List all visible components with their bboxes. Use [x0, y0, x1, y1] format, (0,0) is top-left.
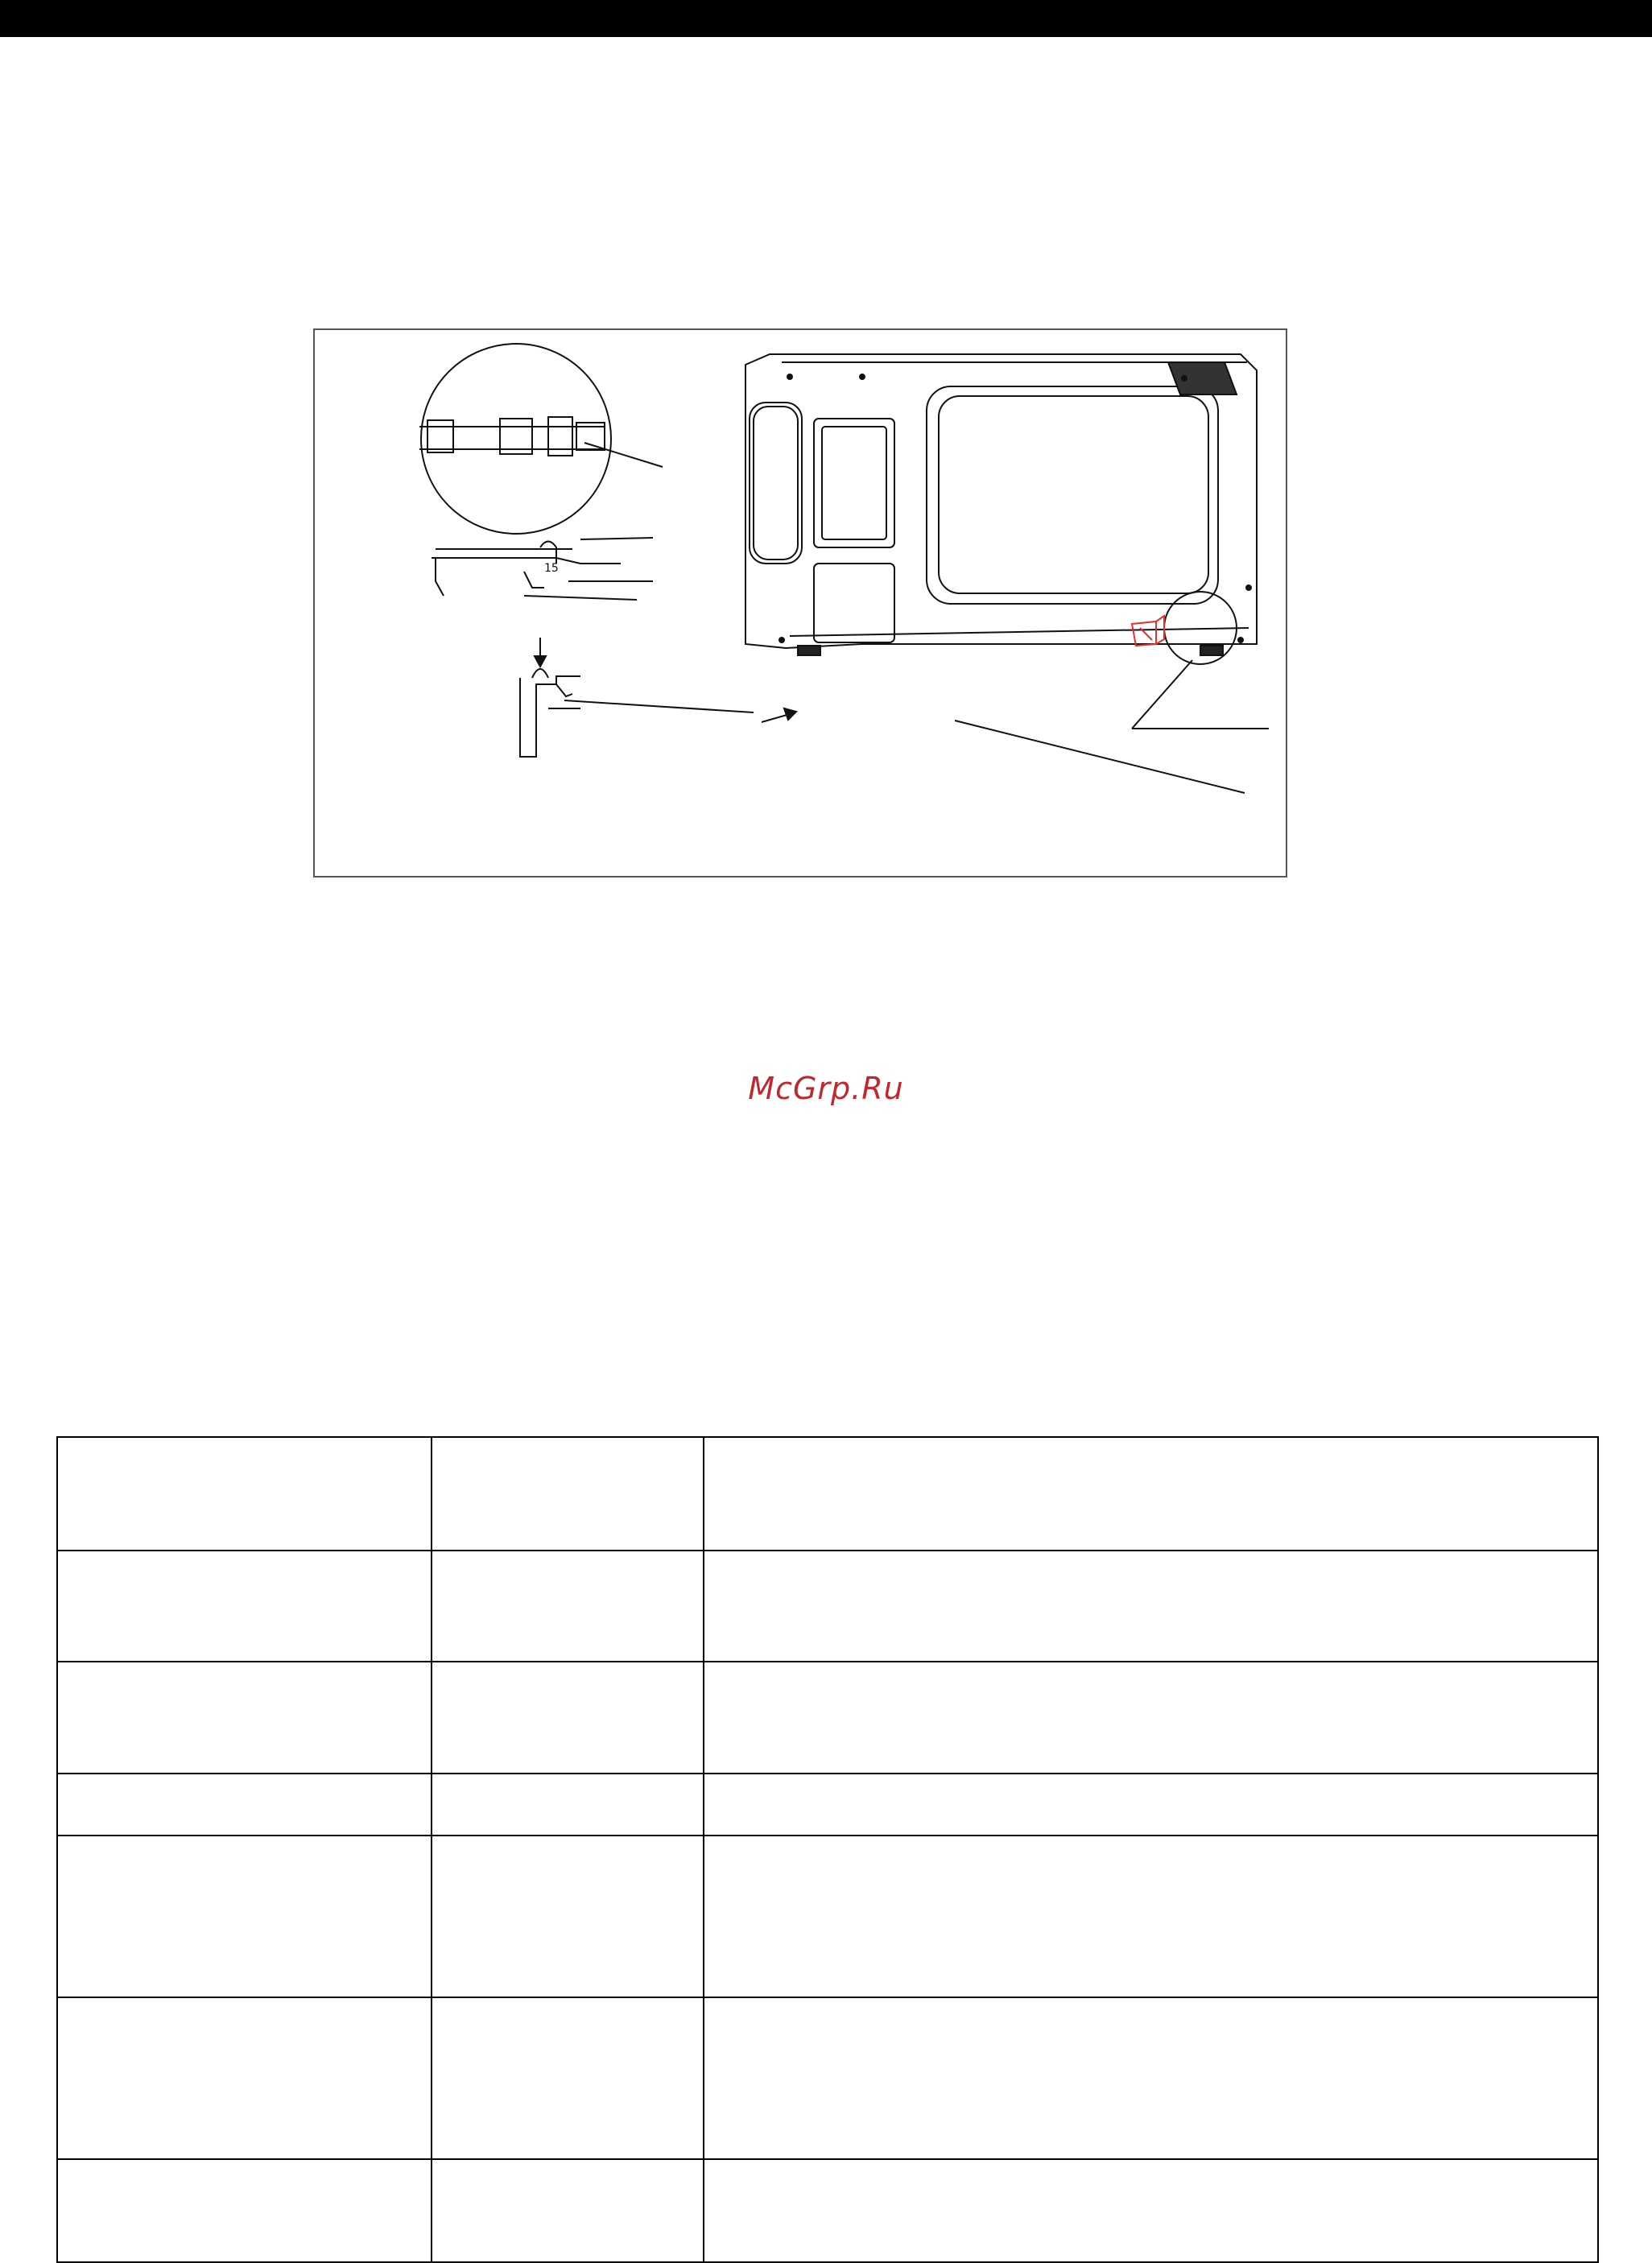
diagram-drawing [315, 330, 1286, 876]
table-cell [57, 1774, 432, 1836]
table-row [57, 1551, 1598, 1662]
table-cell [432, 1437, 704, 1551]
table-cell [57, 1437, 432, 1551]
table-row [57, 1437, 1598, 1551]
table-row [57, 1662, 1598, 1774]
table-cell [704, 1774, 1598, 1836]
table-cell [704, 1836, 1598, 1997]
table-cell [432, 1997, 704, 2159]
table-cell [57, 1997, 432, 2159]
table-cell [432, 1836, 704, 1997]
detail-number-label: 15 [544, 562, 559, 575]
detail-circle [421, 344, 611, 534]
table-cell [432, 2159, 704, 2262]
table-cell [57, 1551, 432, 1662]
table-row [57, 1836, 1598, 1997]
top-black-bar [0, 0, 1652, 37]
table-cell [704, 2159, 1598, 2262]
table-cell [57, 1662, 432, 1774]
table-cell [57, 1836, 432, 1997]
table-row [57, 1997, 1598, 2159]
table-cell [704, 1997, 1598, 2159]
table-cell [704, 1551, 1598, 1662]
table-cell [704, 1437, 1598, 1551]
table-cell [432, 1662, 704, 1774]
table-cell [432, 1551, 704, 1662]
table-cell [432, 1774, 704, 1836]
table-row [57, 1774, 1598, 1836]
table-cell [704, 1662, 1598, 1774]
spec-table [56, 1436, 1599, 2263]
table-row [57, 2159, 1598, 2262]
installation-diagram [313, 328, 1287, 878]
watermark-text: McGrp.Ru [748, 1071, 904, 1106]
table-cell [57, 2159, 432, 2262]
